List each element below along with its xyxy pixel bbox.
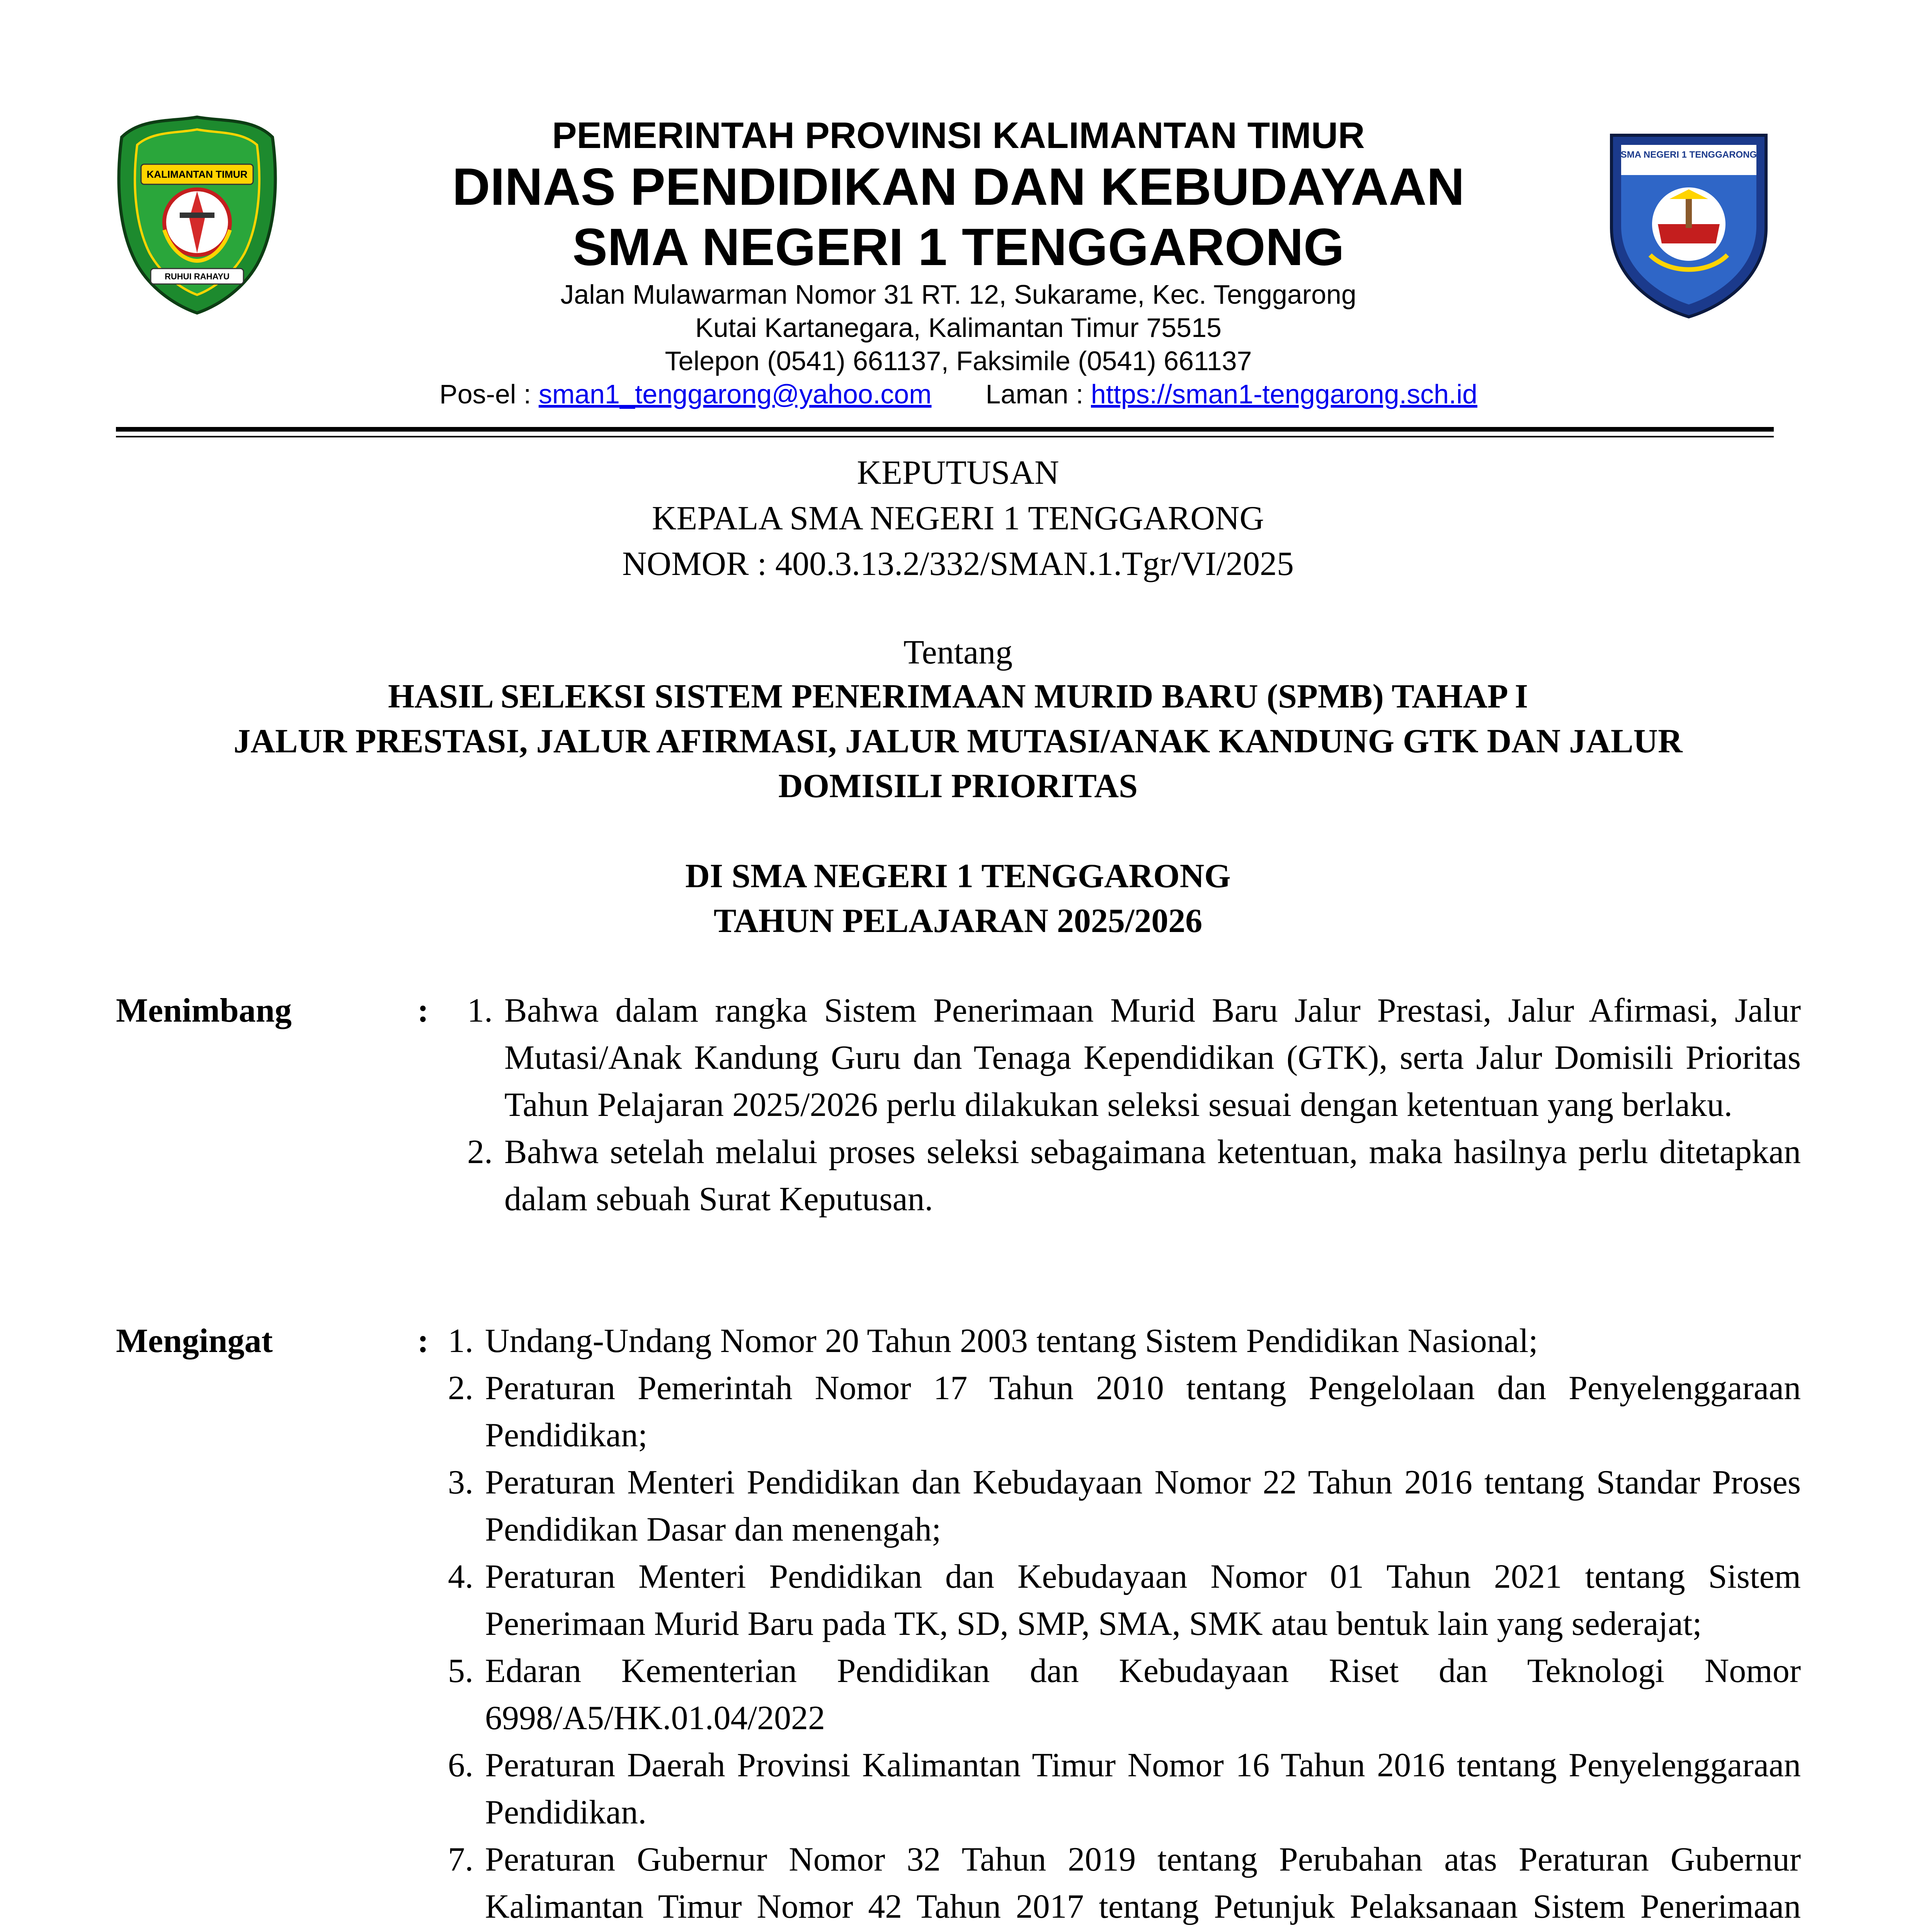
item-text: Undang-Undang Nomor 20 Tahun 2003 tentang Sistem Pendidikan Nasional; [485, 1322, 1538, 1360]
item-text: Edaran Kementerian Pendidikan dan Kebudayaan Riset dan Teknologi Nomor 6998/A5/HK.01.04/2022 [485, 1652, 1801, 1737]
kaltim-province-emblem-icon [114, 114, 280, 315]
item-number: 7. [448, 1841, 473, 1878]
item-text: Bahwa setelah melalui proses seleksi sebagaimana ketentuan, maka hasilnya perlu ditetapkan dalam sebuah Surat Keputusan. [504, 1133, 1801, 1218]
subject-place: DI SMA NEGERI 1 TENGGARONG [685, 857, 1231, 895]
list-item [431, 1318, 1801, 1365]
list-item [450, 987, 1801, 1129]
email-link[interactable]: sman1_tenggarong@yahoo.com [538, 379, 932, 409]
school-shield-logo-icon [1604, 128, 1774, 321]
decree-number: NOMOR : 400.3.13.2/332/SMAN.1.Tgr/VI/2025 [622, 545, 1294, 583]
subject-line-3: DOMISILI PRIORITAS [778, 767, 1138, 805]
about-label: Tentang [903, 634, 1013, 671]
decree-heading: KEPUTUSAN [857, 454, 1059, 492]
item-text: Peraturan Gubernur Nomor 32 Tahun 2019 tentang Perubahan atas Peraturan Gubernur Kalimantan Timur Nomor 42 Tahun 2017 tentang Petunjuk Pelaksanaan Sistem Penerimaan [485, 1841, 1801, 1925]
website-link[interactable]: https://sman1-tenggarong.sch.id [1091, 379, 1477, 409]
address-line-2: Kutai Kartanegara, Kalimantan Timur 75515 [695, 313, 1222, 343]
item-text: Peraturan Menteri Pendidikan dan Kebudayaan Nomor 01 Tahun 2021 tentang Sistem Penerimaan Murid Baru pada TK, SD, SMP, SMA, SMK atau bentuk lain yang sederajat; [485, 1558, 1801, 1643]
item-text: Bahwa dalam rangka Sistem Penerimaan Murid Baru Jalur Prestasi, Jalur Afirmasi, Jalur Mutasi/Anak Kandung Guru dan Tenaga Kependidikan (GTK), serta Jalur Domisili Prioritas Tahun Pelajaran 2025/2026 perlu dilakukan seleksi sesuai dengan ketentuan yang berlaku. [504, 992, 1801, 1124]
subject-line-2: JALUR PRESTASI, JALUR AFIRMASI, JALUR MUTASI/ANAK KANDUNG GTK DAN JALUR [233, 723, 1683, 760]
list-item [431, 1836, 1801, 1932]
list-item [431, 1365, 1801, 1459]
item-text: Peraturan Pemerintah Nomor 17 Tahun 2010 tentang Pengelolaan dan Penyelenggaraan Pendidikan; [485, 1369, 1801, 1454]
phone-line: Telepon (0541) 661137, Faksimile (0541) 661137 [665, 346, 1252, 376]
item-number: 1. [467, 992, 493, 1029]
item-text: Peraturan Menteri Pendidikan dan Kebudayaan Nomor 22 Tahun 2016 tentang Standar Proses Pendidikan Dasar dan menengah; [485, 1464, 1801, 1548]
agency-name: DINAS PENDIDIKAN DAN KEBUDAYAAN [452, 157, 1465, 216]
letterhead [367, 114, 1550, 411]
right-logo-text: SMA NEGERI 1 TENGGARONG [1620, 150, 1757, 160]
school-name: SMA NEGERI 1 TENGGARONG [572, 218, 1344, 276]
government-name: PEMERINTAH PROVINSI KALIMANTAN TIMUR [552, 115, 1365, 156]
item-number: 6. [448, 1747, 473, 1784]
left-logo-top-text: KALIMANTAN TIMUR [146, 168, 248, 180]
item-number: 2. [448, 1369, 473, 1407]
section-label: Mengingat [116, 1322, 273, 1360]
item-number: 2. [467, 1133, 493, 1171]
list-item [450, 1129, 1801, 1223]
item-text: Peraturan Daerah Provinsi Kalimantan Timur Nomor 16 Tahun 2016 tentang Penyelenggaraan Pendidikan. [485, 1747, 1801, 1831]
section-label: Menimbang [116, 992, 292, 1029]
subject-line-1: HASIL SELEKSI SISTEM PENERIMAAN MURID BARU (SPMB) TAHAP I [388, 678, 1528, 715]
section-colon: : [417, 992, 429, 1029]
item-number: 4. [448, 1558, 473, 1595]
section-colon: : [417, 1322, 429, 1360]
letterhead-divider-thin [116, 436, 1774, 437]
list-item [431, 1742, 1801, 1836]
list-item [431, 1459, 1801, 1553]
address-line-1: Jalan Mulawarman Nomor 31 RT. 12, Sukarame, Kec. Tenggarong [560, 279, 1356, 310]
item-number: 3. [448, 1464, 473, 1501]
list-item [431, 1648, 1801, 1742]
item-number: 5. [448, 1652, 473, 1690]
subject-year: TAHUN PELAJARAN 2025/2026 [713, 902, 1203, 940]
email-label: Pos-el : [439, 379, 539, 409]
contact-line [367, 378, 1550, 411]
letterhead-divider-thick [116, 427, 1774, 432]
list-item [431, 1553, 1801, 1648]
left-logo-bottom-text: RUHUI RAHAYU [165, 272, 230, 281]
web-label: Laman : [985, 379, 1091, 409]
item-number: 1. [448, 1322, 473, 1360]
decree-issuer: KEPALA SMA NEGERI 1 TENGGARONG [652, 500, 1264, 537]
